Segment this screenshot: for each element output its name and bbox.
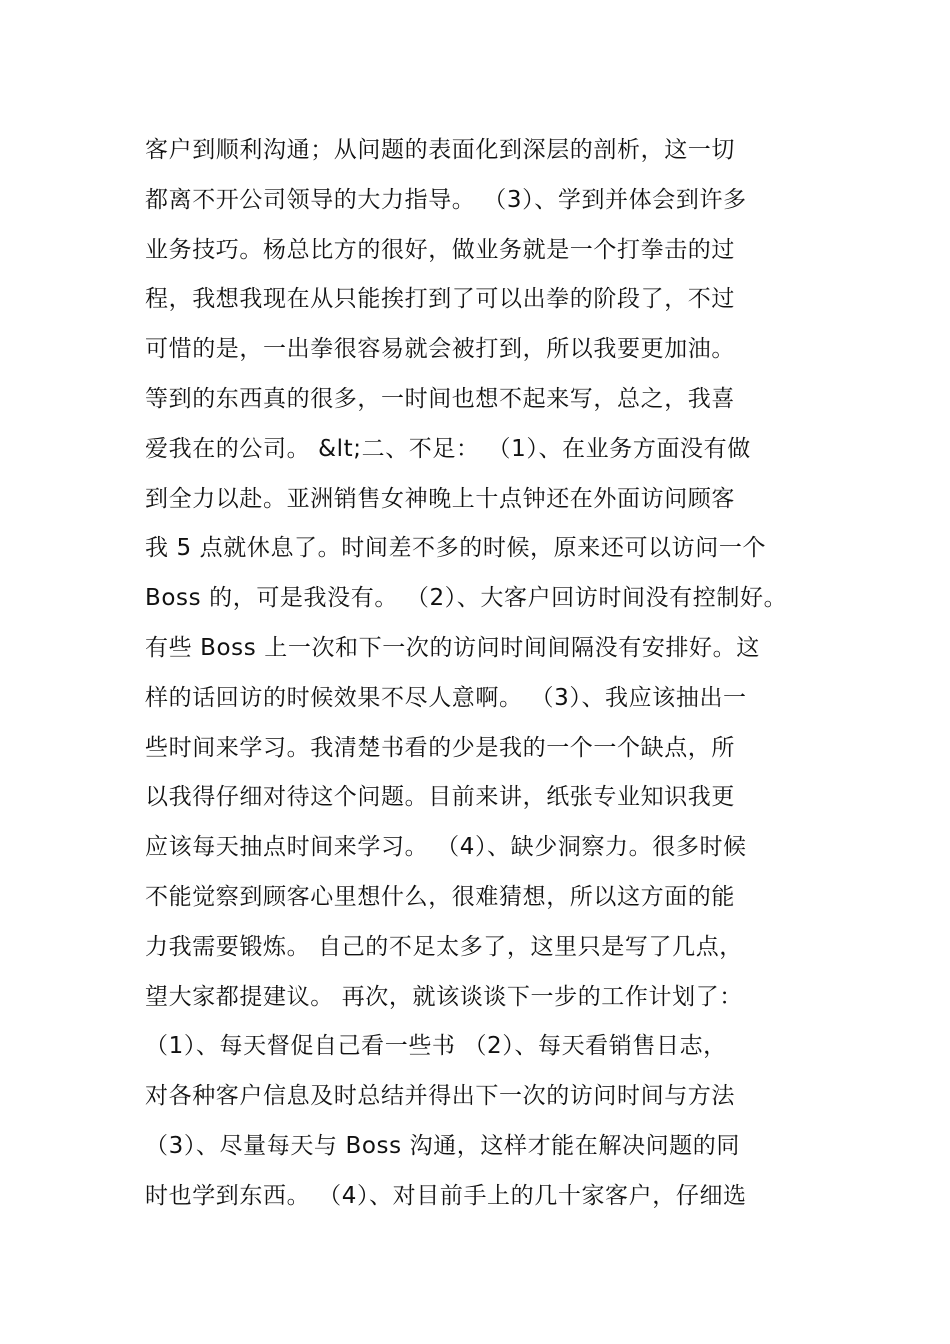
text-line: 爱我在的公司。 &lt;二、不足： （1）、在业务方面没有做 bbox=[145, 435, 751, 462]
text-line: （1）、每天督促自己看一些书 （2）、每天看销售日志， bbox=[145, 1033, 727, 1060]
text-line: 业务技巧。杨总比方的很好，做业务就是一个打拳击的过 bbox=[145, 236, 735, 263]
text-line: 对各种客户信息及时总结并得出下一次的访问时间与方法 bbox=[145, 1083, 735, 1110]
text-line: 程，我想我现在从只能挨打到了可以出拳的阶段了，不过 bbox=[145, 286, 735, 313]
text-line: 时也学到东西。 （4）、对目前手上的几十家客户，仔细选 bbox=[145, 1182, 747, 1209]
text-line: 望大家都提建议。 再次，就该谈谈下一步的工作计划了： bbox=[145, 983, 743, 1010]
body-text bbox=[145, 126, 825, 1222]
text-line: 力我需要锻炼。 自己的不足太多了，这里只是写了几点， bbox=[145, 933, 743, 960]
text-line: 些时间来学习。我清楚书看的少是我的一个一个缺点，所 bbox=[145, 734, 735, 761]
text-line: 应该每天抽点时间来学习。 （4）、缺少洞察力。很多时候 bbox=[145, 834, 747, 861]
text-line: 客户到顺利沟通；从问题的表面化到深层的剖析，这一切 bbox=[145, 137, 735, 163]
text-line: 有些 Boss 上一次和下一次的访问时间间隔没有安排好。这 bbox=[145, 634, 760, 661]
text-line: 我 5 点就休息了。时间差不多的时候，原来还可以访问一个 bbox=[145, 535, 767, 562]
text-line: 不能觉察到顾客心里想什么，很难猜想，所以这方面的能 bbox=[145, 883, 735, 910]
text-line: 到全力以赴。亚洲销售女神晚上十点钟还在外面访问顾客 bbox=[145, 485, 735, 512]
text-line: 等到的东西真的很多，一时间也想不起来写，总之，我喜 bbox=[145, 385, 735, 412]
text-line: （3）、尽量每天与 Boss 沟通，这样才能在解决问题的同 bbox=[145, 1132, 740, 1159]
text-line: 以我得仔细对待这个问题。目前来讲，纸张专业知识我更 bbox=[145, 784, 735, 811]
text-line: 都离不开公司领导的大力指导。 （3）、学到并体会到许多 bbox=[145, 186, 747, 213]
text-line: 可惜的是，一出拳很容易就会被打到，所以我要更加油。 bbox=[145, 336, 735, 363]
text-line: 样的话回访的时候效果不尽人意啊。 （3）、我应该抽出一 bbox=[145, 684, 747, 711]
text-line: Boss 的，可是我没有。 （2）、大客户回访时间没有控制好。 bbox=[145, 585, 788, 612]
